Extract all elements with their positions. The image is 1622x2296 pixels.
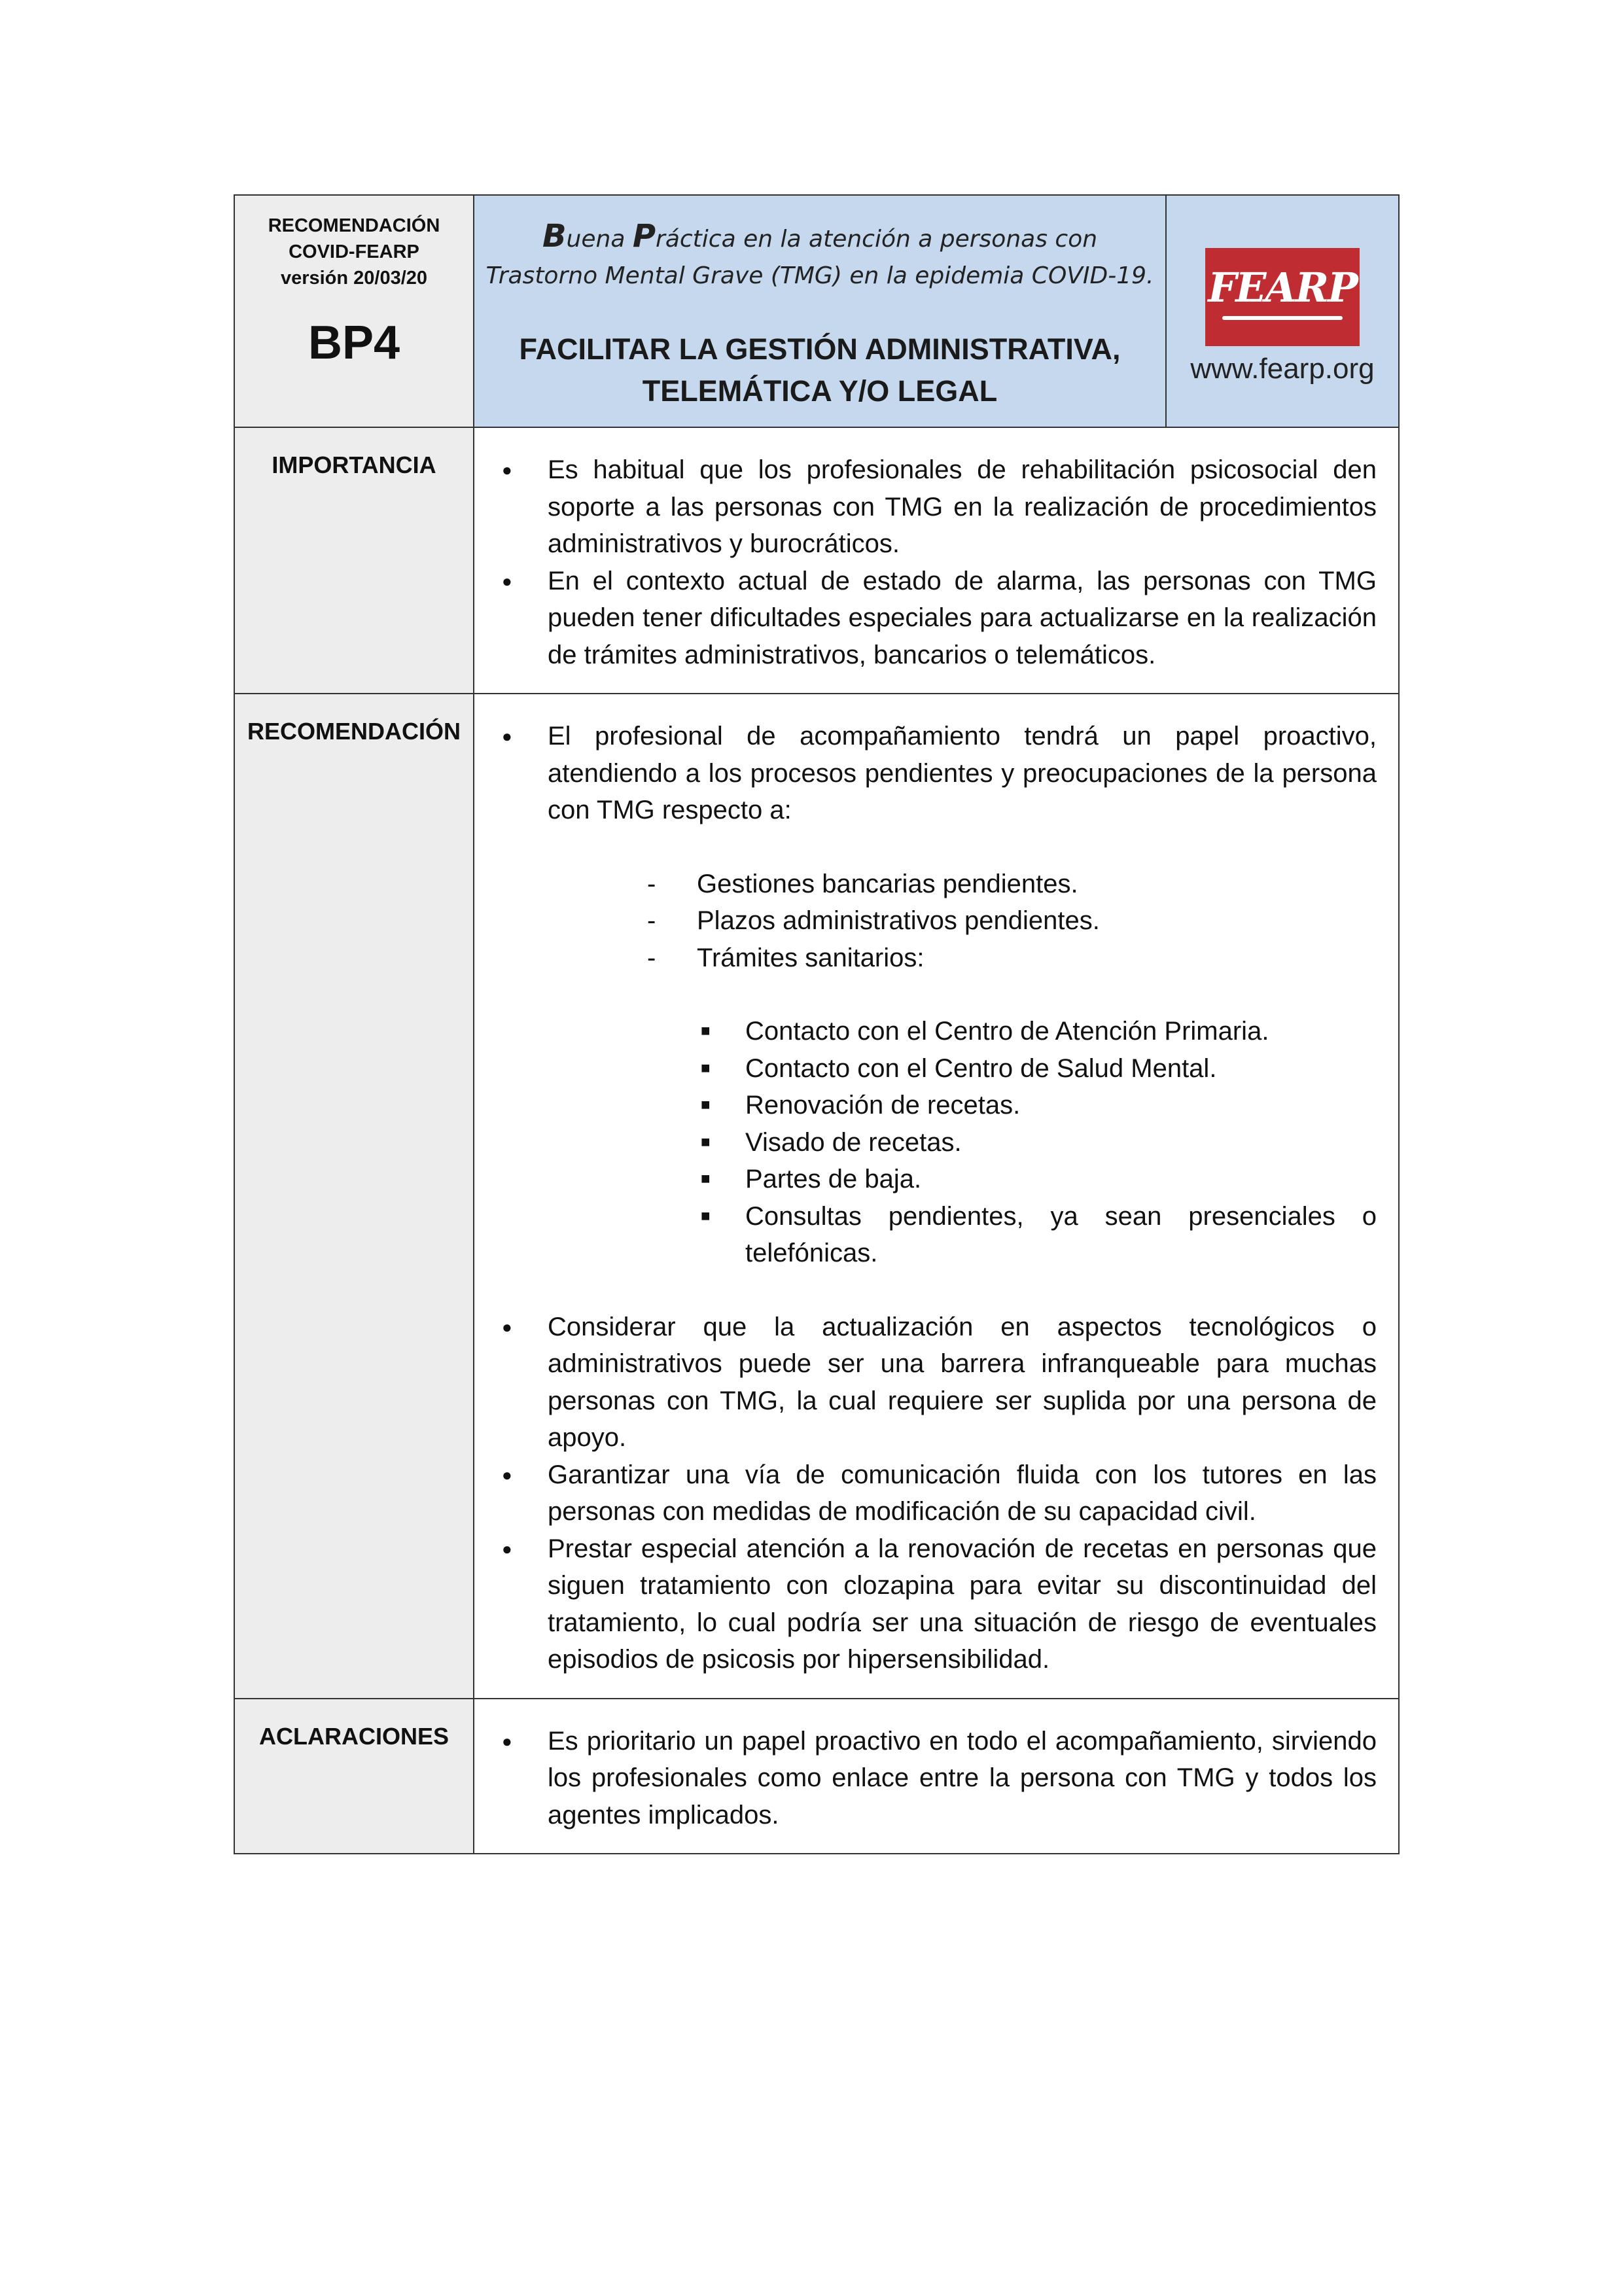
recomendacion-content — [474, 694, 1399, 1699]
list-item: ● Prestar especial atención a la renovación de recetas en personas que siguen tratamiento con clozapina para evitar su discontinuidad del tratamiento, lo cual podría ser una situación de riesgo de eventuales episodios de psicosis por hipersensibilidad. — [498, 1530, 1377, 1678]
subtitle — [474, 196, 1165, 294]
square-item: ■ Contacto con el Centro de Atención Primaria. — [498, 1013, 1377, 1050]
logo-swoosh — [1222, 316, 1343, 320]
square-item: ■ Renovación de recetas. — [498, 1087, 1377, 1124]
subtitle-initial-b: B — [542, 218, 567, 255]
list-item: ● Es habitual que los profesionales de rehabilitación psicosocial den soporte a las personas con TMG en la realización de procedimientos administrativos y burocráticos. — [498, 451, 1377, 563]
page-title — [474, 328, 1165, 412]
recommendation-table — [234, 194, 1400, 1854]
header-row — [234, 195, 1399, 427]
importancia-content — [474, 427, 1399, 694]
fearp-logo — [1205, 248, 1360, 346]
rec-line2: COVID-FEARP — [289, 241, 419, 262]
list-item: ● Es prioritario un papel proactivo en todo el acompañamiento, sirviendo los profesionales como enlace entre la persona con TMG y todos los agentes implicados. — [498, 1723, 1377, 1834]
practice-code: BP4 — [308, 317, 400, 369]
dash-item: - Gestiones bancarias pendientes. — [548, 866, 1377, 903]
square-item: ■ Partes de baja. — [498, 1161, 1377, 1198]
subtitle-uena: uena — [566, 226, 633, 253]
website-link[interactable]: www.fearp.org — [1190, 353, 1375, 385]
importancia-label: IMPORTANCIA — [234, 427, 474, 694]
header-title-cell — [474, 195, 1166, 427]
square-item: ■ Contacto con el Centro de Salud Mental. — [498, 1050, 1377, 1087]
header-id-cell — [234, 195, 474, 427]
logo-text: FEARP — [1208, 264, 1357, 311]
importancia-row — [234, 427, 1399, 694]
list-item: ● En el contexto actual de estado de alarma, las personas con TMG pueden tener dificultades especiales para actualizarse en la realización de trámites administrativos, bancarios o telemáticos. — [498, 563, 1377, 674]
list-item: ● Garantizar una vía de comunicación fluida con los tutores en las personas con medidas de modificación de su capacidad civil. — [498, 1457, 1377, 1530]
title-line1: FACILITAR LA GESTIÓN ADMINISTRATIVA, — [519, 332, 1121, 366]
subtitle-initial-p: P — [632, 218, 656, 255]
square-item: ■ Consultas pendientes, ya sean presenciales o telefónicas. — [498, 1198, 1377, 1272]
list-item — [498, 718, 1377, 976]
dash-item: - Plazos administrativos pendientes. — [548, 902, 1377, 940]
recomendacion-label: RECOMENDACIÓN — [234, 694, 474, 1699]
recomendacion-row — [234, 694, 1399, 1699]
version-label: versión 20/03/20 — [280, 268, 428, 289]
title-line2: TELEMÁTICA Y/O LEGAL — [642, 374, 998, 408]
header-logo-cell — [1166, 195, 1399, 427]
aclaraciones-row — [234, 1699, 1399, 1854]
list-item: ● Considerar que la actualización en aspectos tecnológicos o administrativos puede ser una barrera infranqueable para muchas personas con TMG, la cual requiere ser suplida por una persona de apoyo. — [498, 1309, 1377, 1457]
recomendacion-intro: ● El profesional de acompañamiento tendrá un papel proactivo, atendiendo a los procesos pendientes y preocupaciones de la persona con TMG respecto a: — [548, 722, 1377, 824]
rec-line1: RECOMENDACIÓN — [268, 215, 440, 236]
dash-item: - Trámites sanitarios: — [548, 940, 1377, 977]
aclaraciones-content — [474, 1699, 1399, 1854]
square-item: ■ Visado de recetas. — [498, 1124, 1377, 1161]
subtitle-line2: Trastorno Mental Grave (TMG) en la epidemia COVID-19. — [485, 262, 1154, 289]
subtitle-rest: ráctica en la atención a personas con — [656, 226, 1098, 253]
aclaraciones-label: ACLARACIONES — [234, 1699, 474, 1854]
